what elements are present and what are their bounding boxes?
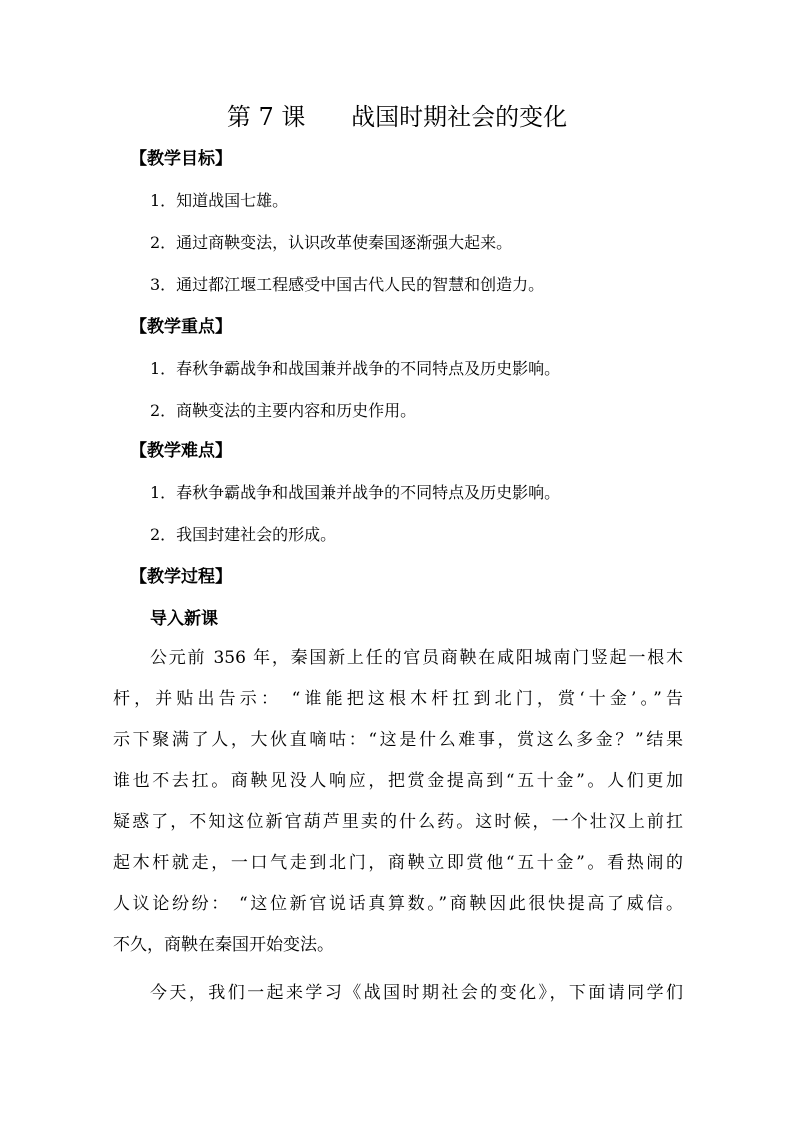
intro-heading: 导入新课 xyxy=(150,609,218,629)
section-heading-difficulties: 【教学难点】 xyxy=(130,441,232,461)
key-point-item-2: 2．商鞅变法的主要内容和历史作用。 xyxy=(150,401,417,420)
closing-line: 今天，我们一起来学习《战国时期社会的变化》，下面请同学们 xyxy=(150,983,683,1003)
intro-paragraph-line: 杆，并贴出告示： “谁能把这根木杆扛到北门，赏‘十金’。”告 xyxy=(113,689,683,709)
section-heading-process: 【教学过程】 xyxy=(130,567,232,587)
section-heading-key-points: 【教学重点】 xyxy=(130,317,232,337)
intro-paragraph-line: 不久，商鞅在秦国开始变法。 xyxy=(113,935,334,955)
intro-paragraph-line: 示下聚满了人，大伙直嘀咕：“这是什么难事，赏这么多金？”结果 xyxy=(113,730,683,750)
intro-paragraph-line: 谁也不去扛。商鞅见没人响应，把赏金提高到“五十金”。人们更加 xyxy=(113,771,683,791)
objective-item-3: 3．通过都江堰工程感受中国古代人民的智慧和创造力。 xyxy=(150,275,545,294)
intro-paragraph-line: 起木杆就走，一口气走到北门，商鞅立即赏他“五十金”。看热闹的 xyxy=(113,853,683,873)
intro-paragraph-line: 公元前 356 年，秦国新上任的官员商鞅在咸阳城南门竖起一根木 xyxy=(150,648,683,668)
objective-item-2: 2．通过商鞅变法，认识改革使秦国逐渐强大起来。 xyxy=(150,233,513,252)
intro-paragraph-line: 人议论纷纷： “这位新官说话真算数。”商鞅因此很快提高了威信。 xyxy=(113,894,683,914)
difficulty-item-2: 2．我国封建社会的形成。 xyxy=(150,525,337,544)
intro-paragraph-line: 疑惑了，不知这位新官葫芦里卖的什么药。这时候，一个壮汉上前扛 xyxy=(113,812,683,832)
key-point-item-1: 1．春秋争霸战争和战国兼并战争的不同特点及历史影响。 xyxy=(150,359,561,378)
difficulty-item-1: 1．春秋争霸战争和战国兼并战争的不同特点及历史影响。 xyxy=(150,483,561,502)
objective-item-1: 1．知道战国七雄。 xyxy=(150,191,289,210)
section-heading-objectives: 【教学目标】 xyxy=(130,149,232,169)
lesson-title: 第 7 课 战国时期社会的变化 xyxy=(226,103,568,131)
